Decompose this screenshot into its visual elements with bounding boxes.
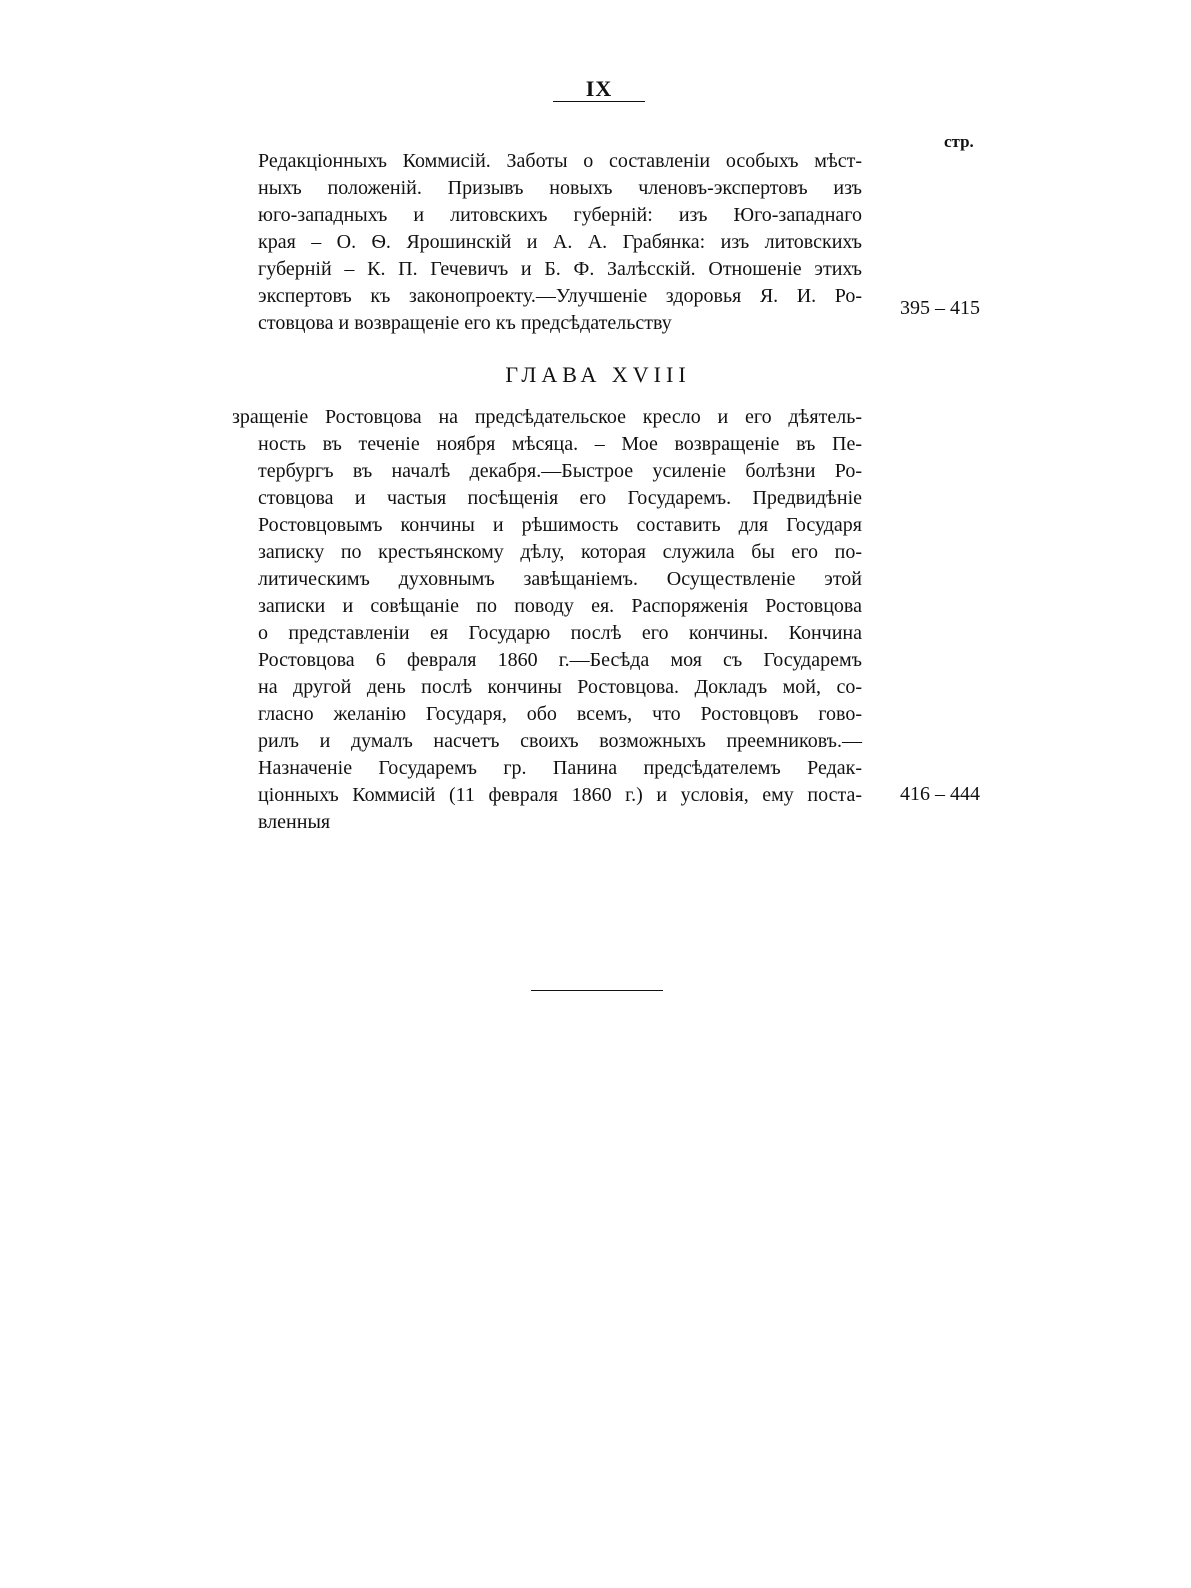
- entry-line: записки и совѣщаніе по поводу ея. Распоряженія Ростовцова: [258, 595, 862, 617]
- entry-line: о представленіи ея Государю послѣ его кончины. Кончина: [258, 622, 862, 644]
- entry-line: экспертовъ къ законопроекту.—Улучшеніе здоровья Я. И. Ро-: [258, 285, 862, 307]
- toc-entry: [258, 148, 862, 337]
- toc-entry: [232, 404, 862, 836]
- entry-line: Назначеніе Государемъ гр. Панина предсѣдателемъ Редак-: [258, 757, 862, 779]
- entry-page-range: 416 – 444: [900, 783, 980, 805]
- entry-line: Ростовцовымъ кончины и рѣшимость составить для Государя: [258, 514, 862, 536]
- entry-line: записку по крестьянскому дѣлу, которая служила бы его по-: [258, 541, 862, 563]
- entry-line: губерній – К. П. Гечевичъ и Б. Ф. Залѣсскій. Отношеніе этихъ: [258, 258, 862, 280]
- page-number: IX: [585, 76, 613, 101]
- entry-line: Ростовцова 6 февраля 1860 г.—Бесѣда моя съ Государемъ: [258, 649, 862, 671]
- entry-line: стовцова и возвращеніе его къ предсѣдательству: [258, 312, 672, 334]
- entry-line: вленныя: [258, 811, 331, 833]
- entry-line: ныхъ положеній. Призывъ новыхъ членовъ-экспертовъ изъ: [258, 177, 862, 199]
- entry-line: рилъ и думалъ насчетъ своихъ возможныхъ преемниковъ.—: [258, 730, 862, 752]
- end-rule: [531, 990, 663, 991]
- entry-line: ціонныхъ Коммисій (11 февраля 1860 г.) и условія, ему поста-: [258, 784, 862, 806]
- page-number-rule: [553, 101, 645, 102]
- chapter-heading: ГЛАВА XVIII: [505, 362, 691, 387]
- page-column-label: стр.: [944, 132, 974, 151]
- entry-line: Редакціонныхъ Коммисій. Заботы о составленіи особыхъ мѣст-: [258, 150, 862, 172]
- entry-line: ность въ теченіе ноября мѣсяца. – Мое возвращеніе въ Пе-: [258, 433, 862, 455]
- entry-line: тербургъ въ началѣ декабря.—Быстрое усиленіе болѣзни Ро-: [258, 460, 862, 482]
- entry-line: на другой день послѣ кончины Ростовцова. Докладъ мой, со-: [258, 676, 862, 698]
- entry-line: стовцова и частыя посѣщенія его Государемъ. Предвидѣніе: [258, 487, 862, 509]
- entry-line: юго-западныхъ и литовскихъ губерній: изъ Юго-западнаго: [258, 204, 862, 226]
- entry-page-range: 395 – 415: [900, 297, 980, 319]
- entry-line: литическимъ духовнымъ завѣщаніемъ. Осуществленіе этой: [258, 568, 862, 590]
- entry-line: края – О. Ѳ. Ярошинскій и А. А. Грабянка: изъ литовскихъ: [258, 231, 862, 253]
- entry-line: гласно желанію Государя, обо всемъ, что Ростовцовъ гово-: [258, 703, 862, 725]
- entry-line: зращеніе Ростовцова на предсѣдательское кресло и его дѣятель-: [232, 406, 862, 428]
